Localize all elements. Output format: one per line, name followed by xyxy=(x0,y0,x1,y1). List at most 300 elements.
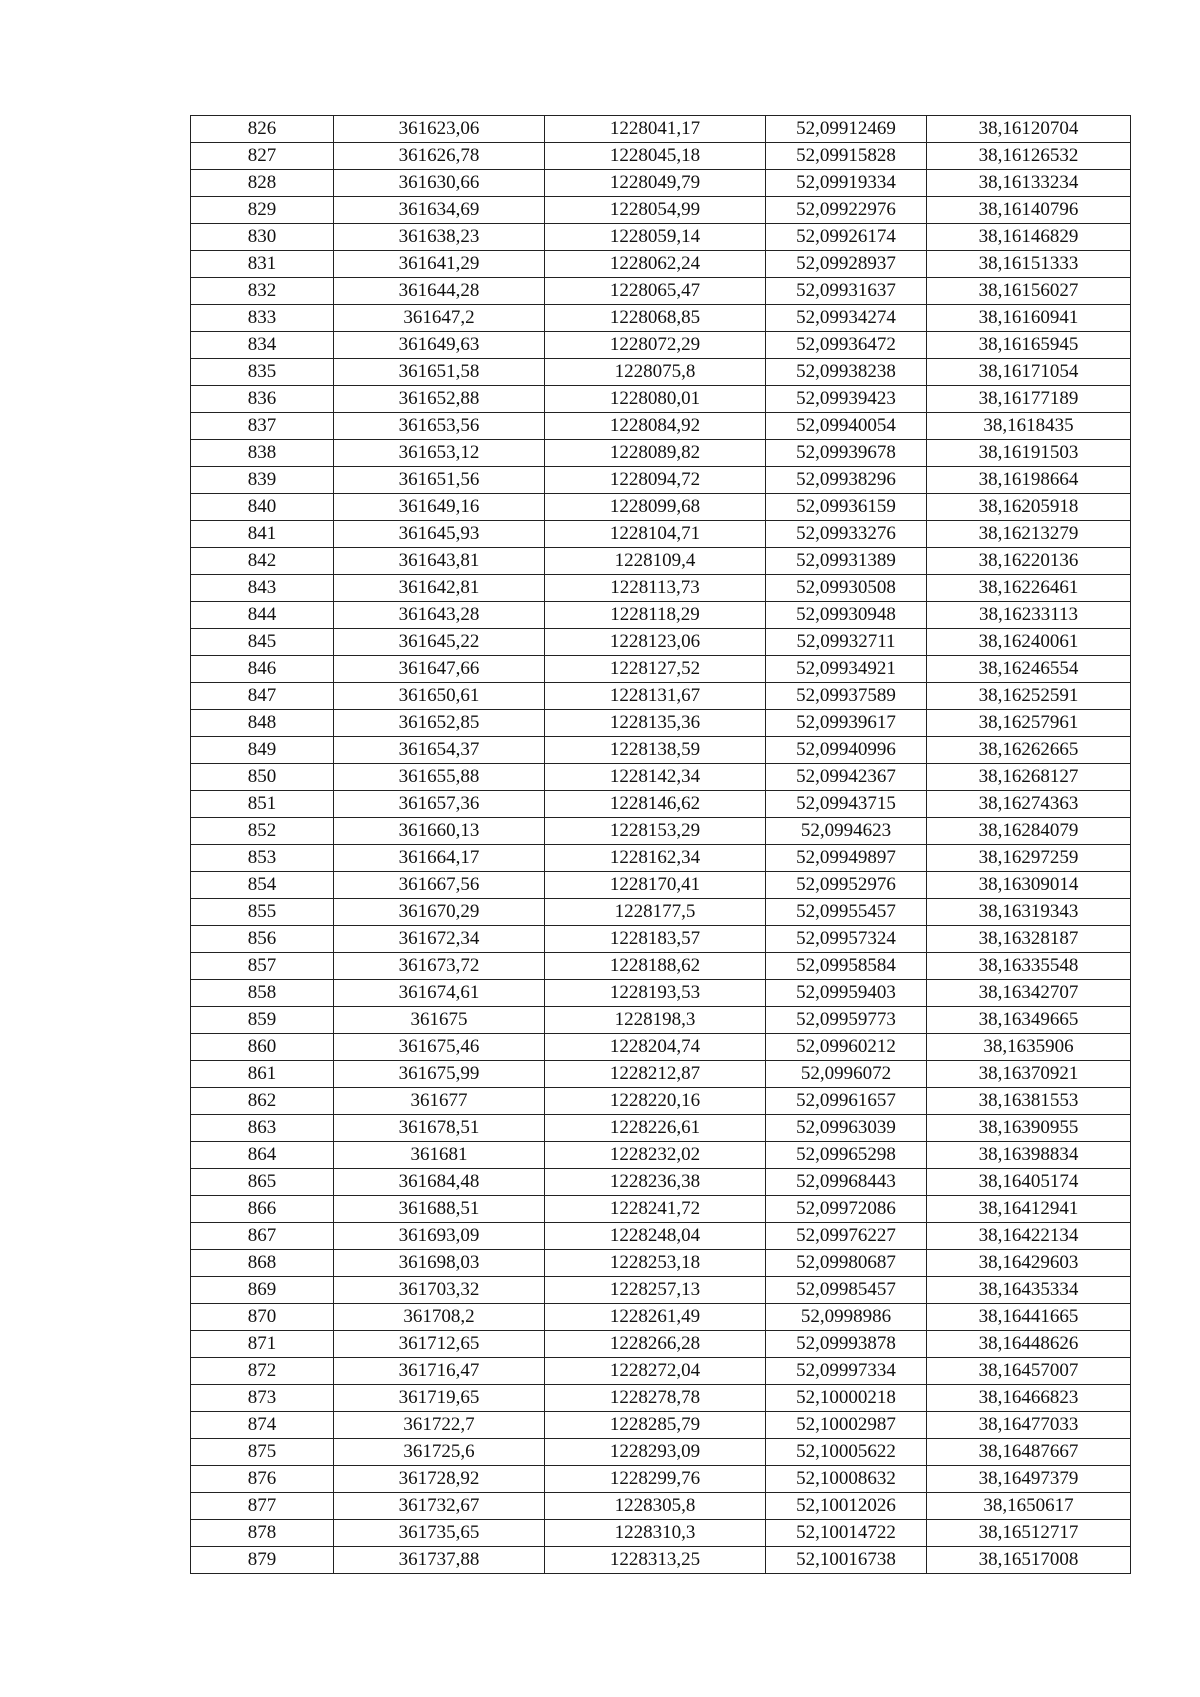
longitude-cell: 38,16342707 xyxy=(927,980,1131,1007)
longitude-cell: 38,16151333 xyxy=(927,251,1131,278)
longitude-cell: 38,16517008 xyxy=(927,1547,1131,1574)
longitude-cell: 38,16381553 xyxy=(927,1088,1131,1115)
table-row xyxy=(191,602,1131,629)
x-coordinate-cell: 361649,63 xyxy=(334,332,545,359)
y-coordinate-cell: 1228109,4 xyxy=(545,548,766,575)
y-coordinate-cell: 1228198,3 xyxy=(545,1007,766,1034)
y-coordinate-cell: 1228135,36 xyxy=(545,710,766,737)
y-coordinate-cell: 1228188,62 xyxy=(545,953,766,980)
y-coordinate-cell: 1228204,74 xyxy=(545,1034,766,1061)
latitude-cell: 52,09934921 xyxy=(766,656,927,683)
longitude-cell: 38,16268127 xyxy=(927,764,1131,791)
point-number-cell: 836 xyxy=(191,386,334,413)
x-coordinate-cell: 361651,56 xyxy=(334,467,545,494)
latitude-cell: 52,09960212 xyxy=(766,1034,927,1061)
x-coordinate-cell: 361623,06 xyxy=(334,116,545,143)
point-number-cell: 871 xyxy=(191,1331,334,1358)
longitude-cell: 38,16240061 xyxy=(927,629,1131,656)
x-coordinate-cell: 361647,66 xyxy=(334,656,545,683)
x-coordinate-cell: 361674,61 xyxy=(334,980,545,1007)
point-number-cell: 846 xyxy=(191,656,334,683)
y-coordinate-cell: 1228104,71 xyxy=(545,521,766,548)
x-coordinate-cell: 361688,51 xyxy=(334,1196,545,1223)
point-number-cell: 862 xyxy=(191,1088,334,1115)
latitude-cell: 52,09934274 xyxy=(766,305,927,332)
x-coordinate-cell: 361684,48 xyxy=(334,1169,545,1196)
latitude-cell: 52,09931637 xyxy=(766,278,927,305)
x-coordinate-cell: 361712,65 xyxy=(334,1331,545,1358)
latitude-cell: 52,09985457 xyxy=(766,1277,927,1304)
longitude-cell: 38,16213279 xyxy=(927,521,1131,548)
table-row xyxy=(191,1439,1131,1466)
latitude-cell: 52,09938238 xyxy=(766,359,927,386)
x-coordinate-cell: 361677 xyxy=(334,1088,545,1115)
y-coordinate-cell: 1228177,5 xyxy=(545,899,766,926)
point-number-cell: 834 xyxy=(191,332,334,359)
y-coordinate-cell: 1228285,79 xyxy=(545,1412,766,1439)
longitude-cell: 38,16140796 xyxy=(927,197,1131,224)
x-coordinate-cell: 361650,61 xyxy=(334,683,545,710)
x-coordinate-cell: 361670,29 xyxy=(334,899,545,926)
longitude-cell: 38,16390955 xyxy=(927,1115,1131,1142)
table-row xyxy=(191,305,1131,332)
y-coordinate-cell: 1228257,13 xyxy=(545,1277,766,1304)
latitude-cell: 52,09943715 xyxy=(766,791,927,818)
latitude-cell: 52,09919334 xyxy=(766,170,927,197)
longitude-cell: 38,16156027 xyxy=(927,278,1131,305)
x-coordinate-cell: 361643,81 xyxy=(334,548,545,575)
x-coordinate-cell: 361638,23 xyxy=(334,224,545,251)
table-row xyxy=(191,1115,1131,1142)
latitude-cell: 52,09939617 xyxy=(766,710,927,737)
longitude-cell: 38,16262665 xyxy=(927,737,1131,764)
x-coordinate-cell: 361649,16 xyxy=(334,494,545,521)
table-row xyxy=(191,1358,1131,1385)
x-coordinate-cell: 361651,58 xyxy=(334,359,545,386)
point-number-cell: 855 xyxy=(191,899,334,926)
longitude-cell: 38,16220136 xyxy=(927,548,1131,575)
x-coordinate-cell: 361716,47 xyxy=(334,1358,545,1385)
y-coordinate-cell: 1228232,02 xyxy=(545,1142,766,1169)
table-row xyxy=(191,1034,1131,1061)
point-number-cell: 878 xyxy=(191,1520,334,1547)
y-coordinate-cell: 1228236,38 xyxy=(545,1169,766,1196)
longitude-cell: 38,16422134 xyxy=(927,1223,1131,1250)
latitude-cell: 52,09912469 xyxy=(766,116,927,143)
y-coordinate-cell: 1228313,25 xyxy=(545,1547,766,1574)
x-coordinate-cell: 361654,37 xyxy=(334,737,545,764)
longitude-cell: 38,16198664 xyxy=(927,467,1131,494)
y-coordinate-cell: 1228293,09 xyxy=(545,1439,766,1466)
point-number-cell: 830 xyxy=(191,224,334,251)
y-coordinate-cell: 1228094,72 xyxy=(545,467,766,494)
longitude-cell: 38,16257961 xyxy=(927,710,1131,737)
point-number-cell: 857 xyxy=(191,953,334,980)
point-number-cell: 851 xyxy=(191,791,334,818)
longitude-cell: 38,16412941 xyxy=(927,1196,1131,1223)
point-number-cell: 870 xyxy=(191,1304,334,1331)
point-number-cell: 854 xyxy=(191,872,334,899)
latitude-cell: 52,09937589 xyxy=(766,683,927,710)
point-number-cell: 835 xyxy=(191,359,334,386)
x-coordinate-cell: 361653,56 xyxy=(334,413,545,440)
point-number-cell: 868 xyxy=(191,1250,334,1277)
table-row xyxy=(191,845,1131,872)
latitude-cell: 52,09940996 xyxy=(766,737,927,764)
latitude-cell: 52,0996072 xyxy=(766,1061,927,1088)
y-coordinate-cell: 1228099,68 xyxy=(545,494,766,521)
table-row xyxy=(191,170,1131,197)
latitude-cell: 52,09965298 xyxy=(766,1142,927,1169)
longitude-cell: 38,16497379 xyxy=(927,1466,1131,1493)
longitude-cell: 38,16171054 xyxy=(927,359,1131,386)
y-coordinate-cell: 1228142,34 xyxy=(545,764,766,791)
longitude-cell: 38,1635906 xyxy=(927,1034,1131,1061)
latitude-cell: 52,09922976 xyxy=(766,197,927,224)
longitude-cell: 38,16233113 xyxy=(927,602,1131,629)
latitude-cell: 52,10008632 xyxy=(766,1466,927,1493)
longitude-cell: 38,16405174 xyxy=(927,1169,1131,1196)
latitude-cell: 52,09959403 xyxy=(766,980,927,1007)
point-number-cell: 848 xyxy=(191,710,334,737)
point-number-cell: 844 xyxy=(191,602,334,629)
y-coordinate-cell: 1228123,06 xyxy=(545,629,766,656)
x-coordinate-cell: 361681 xyxy=(334,1142,545,1169)
x-coordinate-cell: 361672,34 xyxy=(334,926,545,953)
y-coordinate-cell: 1228261,49 xyxy=(545,1304,766,1331)
longitude-cell: 38,16177189 xyxy=(927,386,1131,413)
y-coordinate-cell: 1228089,82 xyxy=(545,440,766,467)
y-coordinate-cell: 1228084,92 xyxy=(545,413,766,440)
y-coordinate-cell: 1228068,85 xyxy=(545,305,766,332)
y-coordinate-cell: 1228162,34 xyxy=(545,845,766,872)
y-coordinate-cell: 1228305,8 xyxy=(545,1493,766,1520)
x-coordinate-cell: 361653,12 xyxy=(334,440,545,467)
y-coordinate-cell: 1228054,99 xyxy=(545,197,766,224)
coordinates-table-body xyxy=(191,116,1131,1574)
longitude-cell: 38,16370921 xyxy=(927,1061,1131,1088)
table-row xyxy=(191,818,1131,845)
latitude-cell: 52,09926174 xyxy=(766,224,927,251)
longitude-cell: 38,16191503 xyxy=(927,440,1131,467)
table-row xyxy=(191,386,1131,413)
y-coordinate-cell: 1228170,41 xyxy=(545,872,766,899)
x-coordinate-cell: 361675 xyxy=(334,1007,545,1034)
table-row xyxy=(191,1169,1131,1196)
latitude-cell: 52,10000218 xyxy=(766,1385,927,1412)
longitude-cell: 38,16120704 xyxy=(927,116,1131,143)
y-coordinate-cell: 1228072,29 xyxy=(545,332,766,359)
longitude-cell: 38,1650617 xyxy=(927,1493,1131,1520)
y-coordinate-cell: 1228266,28 xyxy=(545,1331,766,1358)
x-coordinate-cell: 361634,69 xyxy=(334,197,545,224)
table-row xyxy=(191,1061,1131,1088)
y-coordinate-cell: 1228272,04 xyxy=(545,1358,766,1385)
point-number-cell: 866 xyxy=(191,1196,334,1223)
longitude-cell: 38,16126532 xyxy=(927,143,1131,170)
y-coordinate-cell: 1228193,53 xyxy=(545,980,766,1007)
point-number-cell: 847 xyxy=(191,683,334,710)
x-coordinate-cell: 361655,88 xyxy=(334,764,545,791)
point-number-cell: 853 xyxy=(191,845,334,872)
y-coordinate-cell: 1228127,52 xyxy=(545,656,766,683)
latitude-cell: 52,09976227 xyxy=(766,1223,927,1250)
table-row xyxy=(191,224,1131,251)
x-coordinate-cell: 361708,2 xyxy=(334,1304,545,1331)
longitude-cell: 38,16165945 xyxy=(927,332,1131,359)
latitude-cell: 52,09915828 xyxy=(766,143,927,170)
latitude-cell: 52,09952976 xyxy=(766,872,927,899)
x-coordinate-cell: 361645,22 xyxy=(334,629,545,656)
latitude-cell: 52,10012026 xyxy=(766,1493,927,1520)
x-coordinate-cell: 361642,81 xyxy=(334,575,545,602)
longitude-cell: 38,16284079 xyxy=(927,818,1131,845)
table-row xyxy=(191,899,1131,926)
table-row xyxy=(191,629,1131,656)
table-row xyxy=(191,197,1131,224)
table-row xyxy=(191,683,1131,710)
table-row xyxy=(191,278,1131,305)
point-number-cell: 826 xyxy=(191,116,334,143)
y-coordinate-cell: 1228299,76 xyxy=(545,1466,766,1493)
x-coordinate-cell: 361657,36 xyxy=(334,791,545,818)
table-row xyxy=(191,143,1131,170)
latitude-cell: 52,09938296 xyxy=(766,467,927,494)
y-coordinate-cell: 1228045,18 xyxy=(545,143,766,170)
point-number-cell: 873 xyxy=(191,1385,334,1412)
latitude-cell: 52,09963039 xyxy=(766,1115,927,1142)
longitude-cell: 38,16146829 xyxy=(927,224,1131,251)
longitude-cell: 38,16226461 xyxy=(927,575,1131,602)
point-number-cell: 865 xyxy=(191,1169,334,1196)
x-coordinate-cell: 361735,65 xyxy=(334,1520,545,1547)
longitude-cell: 38,16252591 xyxy=(927,683,1131,710)
table-row xyxy=(191,1493,1131,1520)
point-number-cell: 872 xyxy=(191,1358,334,1385)
table-row xyxy=(191,1277,1131,1304)
longitude-cell: 38,16205918 xyxy=(927,494,1131,521)
latitude-cell: 52,09942367 xyxy=(766,764,927,791)
x-coordinate-cell: 361652,88 xyxy=(334,386,545,413)
point-number-cell: 850 xyxy=(191,764,334,791)
latitude-cell: 52,09940054 xyxy=(766,413,927,440)
x-coordinate-cell: 361673,72 xyxy=(334,953,545,980)
point-number-cell: 843 xyxy=(191,575,334,602)
latitude-cell: 52,09939423 xyxy=(766,386,927,413)
y-coordinate-cell: 1228278,78 xyxy=(545,1385,766,1412)
table-row xyxy=(191,656,1131,683)
table-row xyxy=(191,1547,1131,1574)
table-row xyxy=(191,1331,1131,1358)
table-row xyxy=(191,1142,1131,1169)
longitude-cell: 38,16328187 xyxy=(927,926,1131,953)
x-coordinate-cell: 361703,32 xyxy=(334,1277,545,1304)
y-coordinate-cell: 1228113,73 xyxy=(545,575,766,602)
point-number-cell: 877 xyxy=(191,1493,334,1520)
latitude-cell: 52,09936472 xyxy=(766,332,927,359)
longitude-cell: 38,16435334 xyxy=(927,1277,1131,1304)
table-row xyxy=(191,710,1131,737)
point-number-cell: 840 xyxy=(191,494,334,521)
table-row xyxy=(191,1520,1131,1547)
point-number-cell: 827 xyxy=(191,143,334,170)
point-number-cell: 832 xyxy=(191,278,334,305)
x-coordinate-cell: 361728,92 xyxy=(334,1466,545,1493)
longitude-cell: 38,16319343 xyxy=(927,899,1131,926)
point-number-cell: 829 xyxy=(191,197,334,224)
y-coordinate-cell: 1228241,72 xyxy=(545,1196,766,1223)
longitude-cell: 38,16512717 xyxy=(927,1520,1131,1547)
x-coordinate-cell: 361644,28 xyxy=(334,278,545,305)
y-coordinate-cell: 1228146,62 xyxy=(545,791,766,818)
table-row xyxy=(191,467,1131,494)
table-row xyxy=(191,521,1131,548)
latitude-cell: 52,09936159 xyxy=(766,494,927,521)
x-coordinate-cell: 361675,46 xyxy=(334,1034,545,1061)
table-row xyxy=(191,1250,1131,1277)
x-coordinate-cell: 361693,09 xyxy=(334,1223,545,1250)
point-number-cell: 876 xyxy=(191,1466,334,1493)
y-coordinate-cell: 1228131,67 xyxy=(545,683,766,710)
longitude-cell: 38,16297259 xyxy=(927,845,1131,872)
point-number-cell: 860 xyxy=(191,1034,334,1061)
longitude-cell: 38,1618435 xyxy=(927,413,1131,440)
latitude-cell: 52,09972086 xyxy=(766,1196,927,1223)
y-coordinate-cell: 1228118,29 xyxy=(545,602,766,629)
table-row xyxy=(191,1466,1131,1493)
longitude-cell: 38,16398834 xyxy=(927,1142,1131,1169)
y-coordinate-cell: 1228220,16 xyxy=(545,1088,766,1115)
latitude-cell: 52,09961657 xyxy=(766,1088,927,1115)
x-coordinate-cell: 361737,88 xyxy=(334,1547,545,1574)
table-row xyxy=(191,1223,1131,1250)
latitude-cell: 52,09993878 xyxy=(766,1331,927,1358)
table-row xyxy=(191,737,1131,764)
x-coordinate-cell: 361675,99 xyxy=(334,1061,545,1088)
latitude-cell: 52,0994623 xyxy=(766,818,927,845)
point-number-cell: 849 xyxy=(191,737,334,764)
latitude-cell: 52,09958584 xyxy=(766,953,927,980)
longitude-cell: 38,16309014 xyxy=(927,872,1131,899)
latitude-cell: 52,09980687 xyxy=(766,1250,927,1277)
x-coordinate-cell: 361647,2 xyxy=(334,305,545,332)
x-coordinate-cell: 361630,66 xyxy=(334,170,545,197)
table-row xyxy=(191,953,1131,980)
coordinates-table xyxy=(190,115,1131,1574)
table-row xyxy=(191,1088,1131,1115)
y-coordinate-cell: 1228138,59 xyxy=(545,737,766,764)
x-coordinate-cell: 361732,67 xyxy=(334,1493,545,1520)
table-row xyxy=(191,1007,1131,1034)
y-coordinate-cell: 1228075,8 xyxy=(545,359,766,386)
table-row xyxy=(191,926,1131,953)
x-coordinate-cell: 361660,13 xyxy=(334,818,545,845)
y-coordinate-cell: 1228226,61 xyxy=(545,1115,766,1142)
table-row xyxy=(191,764,1131,791)
latitude-cell: 52,09930948 xyxy=(766,602,927,629)
point-number-cell: 838 xyxy=(191,440,334,467)
x-coordinate-cell: 361719,65 xyxy=(334,1385,545,1412)
y-coordinate-cell: 1228059,14 xyxy=(545,224,766,251)
longitude-cell: 38,16349665 xyxy=(927,1007,1131,1034)
point-number-cell: 875 xyxy=(191,1439,334,1466)
latitude-cell: 52,10002987 xyxy=(766,1412,927,1439)
longitude-cell: 38,16441665 xyxy=(927,1304,1131,1331)
longitude-cell: 38,16335548 xyxy=(927,953,1131,980)
table-row xyxy=(191,1412,1131,1439)
table-row xyxy=(191,1304,1131,1331)
point-number-cell: 837 xyxy=(191,413,334,440)
point-number-cell: 874 xyxy=(191,1412,334,1439)
point-number-cell: 833 xyxy=(191,305,334,332)
x-coordinate-cell: 361643,28 xyxy=(334,602,545,629)
table-row xyxy=(191,1196,1131,1223)
point-number-cell: 858 xyxy=(191,980,334,1007)
y-coordinate-cell: 1228049,79 xyxy=(545,170,766,197)
x-coordinate-cell: 361678,51 xyxy=(334,1115,545,1142)
y-coordinate-cell: 1228153,29 xyxy=(545,818,766,845)
longitude-cell: 38,16274363 xyxy=(927,791,1131,818)
x-coordinate-cell: 361667,56 xyxy=(334,872,545,899)
x-coordinate-cell: 361722,7 xyxy=(334,1412,545,1439)
table-row xyxy=(191,494,1131,521)
y-coordinate-cell: 1228310,3 xyxy=(545,1520,766,1547)
point-number-cell: 842 xyxy=(191,548,334,575)
x-coordinate-cell: 361698,03 xyxy=(334,1250,545,1277)
point-number-cell: 864 xyxy=(191,1142,334,1169)
latitude-cell: 52,09959773 xyxy=(766,1007,927,1034)
x-coordinate-cell: 361645,93 xyxy=(334,521,545,548)
point-number-cell: 839 xyxy=(191,467,334,494)
latitude-cell: 52,09930508 xyxy=(766,575,927,602)
y-coordinate-cell: 1228080,01 xyxy=(545,386,766,413)
y-coordinate-cell: 1228041,17 xyxy=(545,116,766,143)
point-number-cell: 841 xyxy=(191,521,334,548)
x-coordinate-cell: 361725,6 xyxy=(334,1439,545,1466)
latitude-cell: 52,09968443 xyxy=(766,1169,927,1196)
point-number-cell: 831 xyxy=(191,251,334,278)
latitude-cell: 52,10016738 xyxy=(766,1547,927,1574)
latitude-cell: 52,09955457 xyxy=(766,899,927,926)
latitude-cell: 52,09932711 xyxy=(766,629,927,656)
point-number-cell: 845 xyxy=(191,629,334,656)
longitude-cell: 38,16477033 xyxy=(927,1412,1131,1439)
longitude-cell: 38,16487667 xyxy=(927,1439,1131,1466)
table-row xyxy=(191,872,1131,899)
y-coordinate-cell: 1228062,24 xyxy=(545,251,766,278)
point-number-cell: 852 xyxy=(191,818,334,845)
table-row xyxy=(191,1385,1131,1412)
y-coordinate-cell: 1228253,18 xyxy=(545,1250,766,1277)
latitude-cell: 52,10014722 xyxy=(766,1520,927,1547)
table-row xyxy=(191,413,1131,440)
table-row xyxy=(191,575,1131,602)
latitude-cell: 52,0998986 xyxy=(766,1304,927,1331)
longitude-cell: 38,16457007 xyxy=(927,1358,1131,1385)
x-coordinate-cell: 361652,85 xyxy=(334,710,545,737)
latitude-cell: 52,09933276 xyxy=(766,521,927,548)
table-row xyxy=(191,116,1131,143)
latitude-cell: 52,10005622 xyxy=(766,1439,927,1466)
longitude-cell: 38,16448626 xyxy=(927,1331,1131,1358)
latitude-cell: 52,09957324 xyxy=(766,926,927,953)
x-coordinate-cell: 361641,29 xyxy=(334,251,545,278)
latitude-cell: 52,09939678 xyxy=(766,440,927,467)
point-number-cell: 828 xyxy=(191,170,334,197)
table-row xyxy=(191,548,1131,575)
point-number-cell: 879 xyxy=(191,1547,334,1574)
point-number-cell: 867 xyxy=(191,1223,334,1250)
